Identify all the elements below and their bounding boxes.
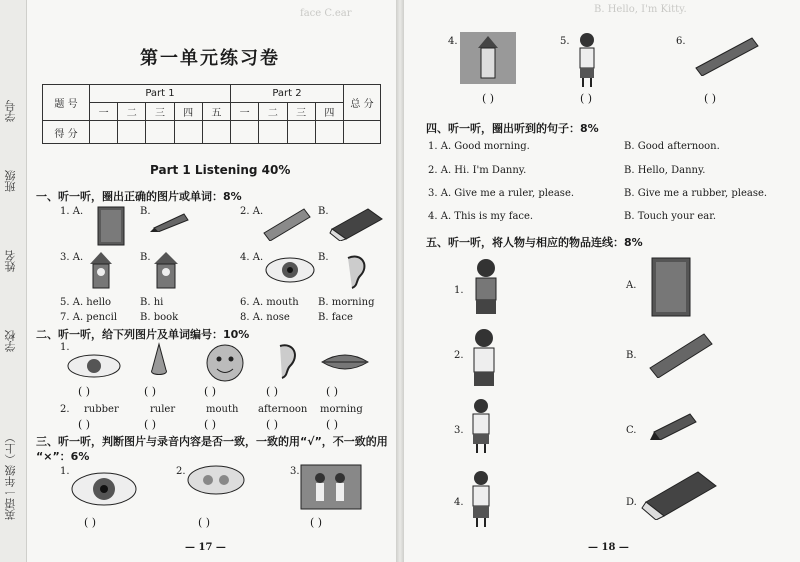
rubber-icon[interactable] xyxy=(640,470,720,520)
ruler-icon[interactable] xyxy=(262,207,312,241)
q5-num-3: 3. xyxy=(454,425,464,436)
q2-word-paren-3[interactable]: ( ) xyxy=(204,418,217,431)
pencil-icon[interactable] xyxy=(150,210,194,232)
girl-icon[interactable] xyxy=(466,470,496,528)
q5-letter-c: C. xyxy=(626,425,637,436)
q5-heading: 五、听一听，将人物与相应的物品连线：8% xyxy=(426,236,643,249)
q2-words-num: 2. xyxy=(60,404,70,415)
book-icon[interactable] xyxy=(94,205,128,247)
q1-item-3a: 3. A. xyxy=(60,252,84,263)
q4-row2-a[interactable]: 2. A. Hi. I'm Danny. xyxy=(428,165,527,176)
q1-word-6b[interactable]: B. morning xyxy=(318,297,375,308)
q4-row1-b[interactable]: B. Good afternoon. xyxy=(624,141,720,152)
score-cell[interactable] xyxy=(231,121,259,144)
page-title: 第一单元练习卷 xyxy=(140,48,280,69)
book-gutter xyxy=(396,0,404,562)
q5-num-2: 2. xyxy=(454,350,464,361)
q1-word-7b[interactable]: B. book xyxy=(140,312,179,323)
eye-icon[interactable] xyxy=(264,252,316,286)
boy-icon[interactable] xyxy=(466,258,506,316)
score-col: 四 xyxy=(174,103,202,121)
q2-word-rubber: rubber xyxy=(84,404,119,415)
score-col: 五 xyxy=(202,103,230,121)
q5-letter-a: A. xyxy=(626,280,637,291)
top-paren-4[interactable]: ( ) xyxy=(482,92,495,105)
q5-num-4: 4. xyxy=(454,497,464,508)
ear-icon xyxy=(274,342,300,380)
top-item-5: 5. xyxy=(560,36,570,47)
q2-paren-1[interactable]: ( ) xyxy=(78,385,91,398)
q4-row1-a[interactable]: 1. A. Good morning. xyxy=(428,141,530,152)
part1-heading: Part 1 Listening 40% xyxy=(150,163,291,177)
q3-item-1: 1. xyxy=(60,466,70,477)
score-col: 一 xyxy=(231,103,259,121)
ghost-bleed-text: B. Hello, I'm Kitty. xyxy=(594,4,687,15)
score-part1: Part 1 xyxy=(90,85,231,103)
q4-row3-b[interactable]: B. Give me a rubber, please. xyxy=(624,188,768,199)
score-cell[interactable] xyxy=(287,121,315,144)
rubber-icon[interactable] xyxy=(328,207,384,241)
ruler-icon[interactable] xyxy=(648,332,714,378)
top-item-6: 6. xyxy=(676,36,686,47)
ghost-bleed-text: face C.ear xyxy=(300,8,352,19)
q2-word-mouth: mouth xyxy=(206,404,239,415)
score-cell[interactable] xyxy=(259,121,287,144)
mouth-icon xyxy=(320,350,370,376)
q1-item-2a: 2. A. xyxy=(240,206,264,217)
face-icon xyxy=(205,342,245,384)
q2-word-paren-1[interactable]: ( ) xyxy=(78,418,91,431)
ruler-icon xyxy=(694,36,760,76)
score-col: 二 xyxy=(118,103,146,121)
q1-word-8b[interactable]: B. face xyxy=(318,312,353,323)
q1-heading: 一、听一听，圈出正确的图片或单词：8% xyxy=(36,190,242,203)
top-paren-5[interactable]: ( ) xyxy=(580,92,593,105)
q3-paren-1[interactable]: ( ) xyxy=(84,516,97,529)
q2-paren-2[interactable]: ( ) xyxy=(144,385,157,398)
q4-heading: 四、听一听，圈出听到的句子：8% xyxy=(426,122,599,135)
q1-word-8a[interactable]: 8. A. nose xyxy=(240,312,290,323)
score-col: 三 xyxy=(146,103,174,121)
q5-letter-b: B. xyxy=(626,350,637,361)
page-number-right: — 18 — xyxy=(588,542,629,553)
score-cell[interactable] xyxy=(146,121,174,144)
q2-num: 1. xyxy=(60,342,70,353)
q3-item-3: 3. xyxy=(290,466,300,477)
score-total: 总 分 xyxy=(344,85,381,121)
q2-word-paren-4[interactable]: ( ) xyxy=(266,418,279,431)
q1-item-1b: B. xyxy=(140,206,151,217)
score-label-score: 得 分 xyxy=(43,121,90,144)
nose-icon xyxy=(142,342,176,382)
boy-icon[interactable] xyxy=(466,328,502,388)
girl-icon[interactable] xyxy=(466,398,496,454)
binding-spine xyxy=(0,0,27,562)
top-paren-6[interactable]: ( ) xyxy=(704,92,717,105)
spine-label-grade: 英语一年级（上） xyxy=(4,432,17,520)
q2-word-morning: morning xyxy=(320,404,363,415)
q1-item-4a: 4. A. xyxy=(240,252,264,263)
score-cell[interactable] xyxy=(90,121,118,144)
q1-word-5a[interactable]: 5. A. hello xyxy=(60,297,112,308)
girl-icon xyxy=(574,32,600,88)
q1-item-1a: 1. A. xyxy=(60,206,84,217)
q5-num-1: 1. xyxy=(454,285,464,296)
q4-row2-b[interactable]: B. Hello, Danny. xyxy=(624,165,706,176)
score-part2: Part 2 xyxy=(231,85,344,103)
spine-label-name: 姓名 xyxy=(4,250,17,272)
clock-tower-icon[interactable] xyxy=(146,250,186,292)
score-cell[interactable] xyxy=(118,121,146,144)
thought-bubble-icon xyxy=(186,464,248,500)
q2-word-ruler: ruler xyxy=(150,404,176,415)
q1-item-4b: B. xyxy=(318,252,329,263)
q1-word-5b[interactable]: B. hi xyxy=(140,297,164,308)
score-col: 三 xyxy=(287,103,315,121)
q3-heading: 三、听一听，判断图片与录音内容是否一致，一致的用“√”，不一致的用 xyxy=(36,435,388,448)
q3-item-2: 2. xyxy=(176,466,186,477)
q5-letter-d: D. xyxy=(626,497,637,508)
eye-icon xyxy=(70,468,138,510)
children-scene-icon xyxy=(300,464,362,510)
spine-label-number: 学号 xyxy=(4,100,17,122)
q4-row4-b[interactable]: B. Touch your ear. xyxy=(624,211,717,222)
score-cell[interactable] xyxy=(315,121,343,144)
score-col: 四 xyxy=(315,103,343,121)
ear-icon[interactable] xyxy=(340,252,370,290)
pencil-icon[interactable] xyxy=(650,410,700,440)
q3-paren-2[interactable]: ( ) xyxy=(198,516,211,529)
spine-label-school: 学校 xyxy=(4,330,17,352)
score-col: 二 xyxy=(259,103,287,121)
q2-word-paren-5[interactable]: ( ) xyxy=(326,418,339,431)
q1-item-3b: B. xyxy=(140,252,151,263)
q2-word-afternoon: afternoon xyxy=(258,404,308,415)
spine-label-class: 班级 xyxy=(4,170,17,192)
page-number-left: — 17 — xyxy=(185,542,226,553)
q2-heading: 二、听一听，给下列图片及单词编号：10% xyxy=(36,328,250,341)
clock-tower-icon[interactable] xyxy=(84,250,118,292)
q4-row4-a[interactable]: 4. A. This is my face. xyxy=(428,211,534,222)
left-page xyxy=(0,0,396,562)
score-table xyxy=(42,84,381,144)
score-cell[interactable] xyxy=(344,121,381,144)
q2-paren-5[interactable]: ( ) xyxy=(326,385,339,398)
top-item-4: 4. xyxy=(448,36,458,47)
book-icon[interactable] xyxy=(648,256,696,318)
score-cell[interactable] xyxy=(174,121,202,144)
score-label-question: 题 号 xyxy=(43,85,90,121)
q3-heading-2: “×”：6% xyxy=(36,450,90,463)
q1-word-7a[interactable]: 7. A. pencil xyxy=(60,312,118,323)
score-cell[interactable] xyxy=(202,121,230,144)
score-col: 一 xyxy=(90,103,118,121)
clock-tower-icon xyxy=(460,32,516,84)
q1-word-6a[interactable]: 6. A. mouth xyxy=(240,297,299,308)
eye-icon xyxy=(66,352,122,380)
q1-item-2b: B. xyxy=(318,206,329,217)
q2-paren-3[interactable]: ( ) xyxy=(204,385,217,398)
q2-word-paren-2[interactable]: ( ) xyxy=(144,418,157,431)
right-page xyxy=(404,0,800,562)
q2-paren-4[interactable]: ( ) xyxy=(266,385,279,398)
q3-paren-3[interactable]: ( ) xyxy=(310,516,323,529)
q4-row3-a[interactable]: 3. A. Give me a ruler, please. xyxy=(428,188,575,199)
